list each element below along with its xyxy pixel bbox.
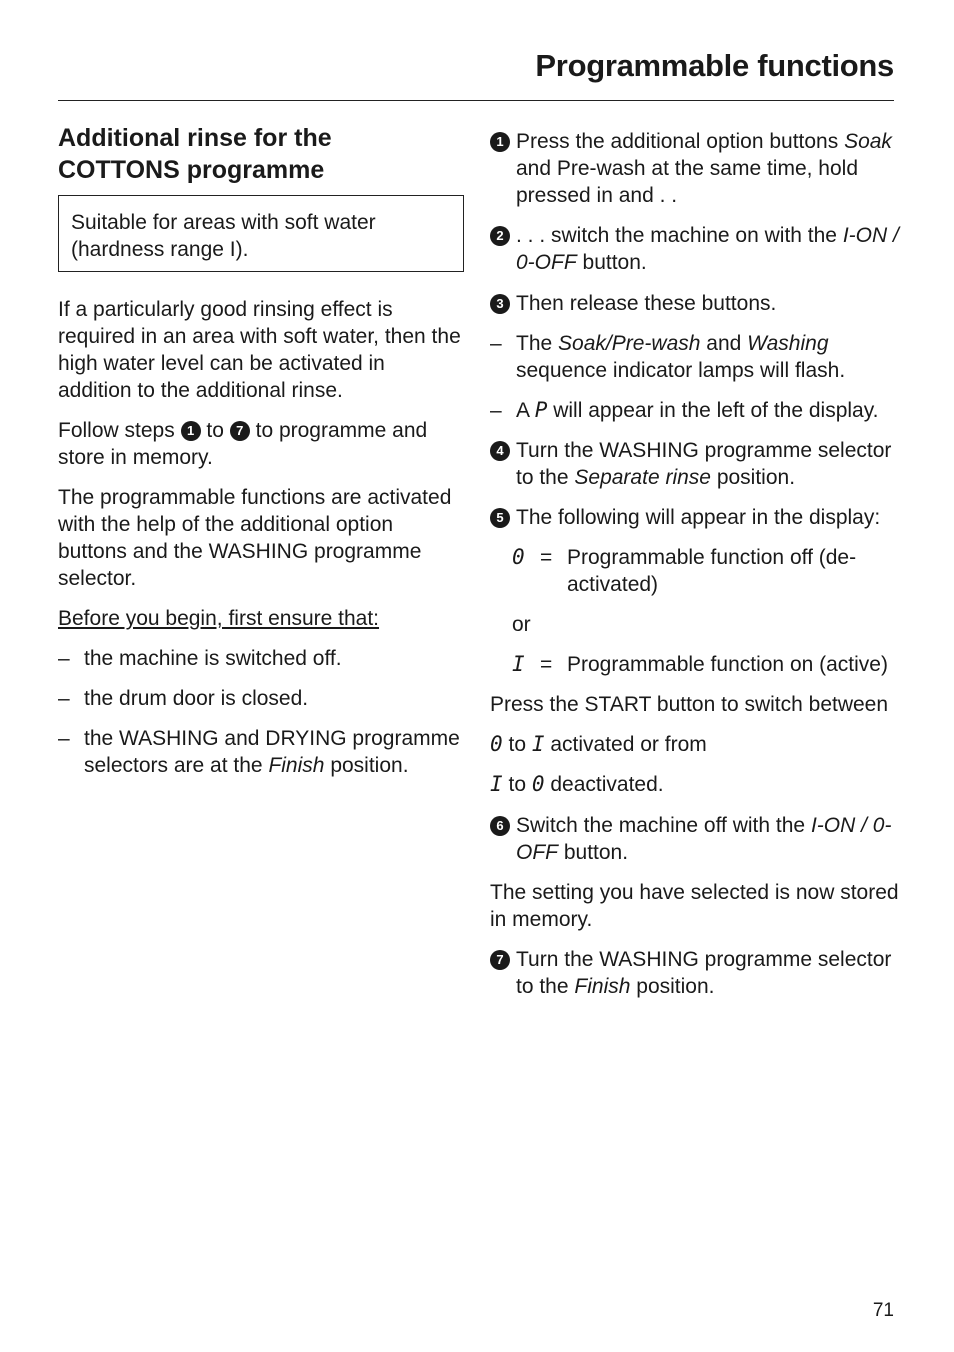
step-text: The following will appear in the display: [516, 506, 881, 529]
step-text: Then release these buttons. [516, 292, 777, 315]
step-7 [490, 946, 900, 1000]
note-italic: Washing [747, 332, 829, 355]
display-symbol: 0 [531, 772, 545, 796]
step-6 [490, 812, 900, 866]
step-number-icon: 1 [181, 421, 201, 441]
step-number-icon: 7 [230, 421, 250, 441]
definition-text: Programmable function on (active) [567, 653, 888, 676]
check-text: the WASHING and DRYING programme selectors are at the [84, 727, 460, 777]
step-1 [490, 128, 900, 209]
heading-line-1: Additional rinse for the [58, 124, 332, 152]
check-item [58, 725, 464, 779]
step-text: Turn the WASHING programme selector to the [516, 439, 892, 489]
step-italic: I-ON / 0-OFF [516, 224, 899, 274]
step-3 [490, 290, 900, 317]
check-item [58, 645, 464, 672]
step-number-icon: 7 [490, 950, 510, 970]
check-tail: position. [330, 754, 409, 777]
step-text: Turn the WASHING programme selector to the [516, 948, 892, 998]
soft-water-note: Suitable for areas with soft water (hardness range I). [58, 195, 464, 272]
follow-text-mid: to [206, 419, 224, 442]
right-column [490, 128, 900, 1000]
step-number-icon: 6 [490, 816, 510, 836]
note-text: sequence indicator lamps will flash. [516, 359, 846, 382]
or-text: or [512, 613, 531, 636]
page-number: 71 [872, 1300, 894, 1321]
check-item [58, 685, 464, 712]
definition-on [490, 651, 900, 678]
display-symbol: I [512, 652, 525, 676]
dash-bullet: – [490, 332, 502, 355]
step-italic: Separate rinse [574, 466, 711, 489]
display-symbol: P [534, 398, 548, 422]
toggle-text: to [508, 773, 527, 796]
dash-bullet: – [490, 399, 502, 422]
definition-text: Programmable function off (de-activated) [567, 546, 857, 596]
display-symbol: 0 [490, 732, 503, 756]
check-text: the drum door is closed. [84, 687, 309, 710]
step-text: Switch the machine off with the [516, 814, 806, 837]
note-text: and [706, 332, 742, 355]
toggle-text: deactivated. [550, 773, 664, 796]
step-number-icon: 2 [490, 226, 510, 246]
step-tail: and Pre-wash at the same time, hold pressed in and . . [516, 157, 859, 207]
left-column [58, 122, 464, 779]
header-rule [58, 100, 894, 101]
dash-bullet: – [58, 647, 70, 670]
toggle-text: to [508, 733, 527, 756]
step-tail: button. [563, 841, 629, 864]
step-number-icon: 5 [490, 508, 510, 528]
step-tail: position. [716, 466, 796, 489]
press-start-paragraph: Press the START button to switch between [490, 693, 889, 716]
heading-line-2: COTTONS programme [58, 156, 325, 184]
display-symbol: I [531, 732, 545, 756]
dash-bullet: – [58, 727, 70, 750]
follow-text-before: Follow steps [58, 419, 175, 442]
step-4 [490, 437, 900, 491]
check-text: the machine is switched off. [84, 647, 342, 670]
note-text: will appear in the left of the display. [553, 399, 879, 422]
equals-sign: = [540, 653, 553, 676]
note-text: The [516, 332, 553, 355]
follow-text-after: to programme and store in memory. [58, 419, 428, 469]
check-italic: Finish [268, 754, 325, 777]
step-italic: I-ON / 0-OFF [516, 814, 892, 864]
equals-sign: = [540, 546, 553, 569]
display-symbol: I [490, 772, 503, 796]
step-2 [490, 222, 900, 276]
step-text: Press the additional option buttons [516, 130, 839, 153]
note-text: A [516, 399, 529, 422]
follow-steps-paragraph [58, 417, 464, 471]
lamps-note [490, 330, 900, 384]
step-number-icon: 4 [490, 441, 510, 461]
step-5 [490, 504, 900, 531]
step-italic: Soak [844, 130, 892, 153]
note-italic: Soak/Pre-wash [558, 332, 701, 355]
step-number-icon: 3 [490, 294, 510, 314]
intro-paragraph: If a particularly good rinsing effect is required in an area with soft water, then the high water level can be activated in addition to the additional rinse. [58, 298, 461, 402]
definition-off [490, 544, 900, 598]
step-tail: button. [582, 251, 647, 274]
step-text: . . . switch the machine on with the [516, 224, 837, 247]
step-tail: position. [636, 975, 715, 998]
activation-paragraph: The programmable functions are activated with the help of the additional option buttons and the WASHING programme selector. [58, 486, 452, 590]
page-title: Programmable functions [535, 48, 894, 83]
step-number-icon: 1 [490, 132, 510, 152]
display-symbol: 0 [512, 545, 525, 569]
stored-paragraph: The setting you have selected is now stored in memory. [490, 881, 899, 931]
toggle-text: activated or from [550, 733, 707, 756]
step-italic: Finish [574, 975, 631, 998]
dash-bullet: – [58, 687, 70, 710]
before-you-begin: Before you begin, first ensure that: [58, 607, 380, 630]
toggle-on-line [490, 731, 900, 758]
toggle-off-line [490, 771, 900, 798]
section-heading [58, 122, 464, 186]
display-p-note [490, 397, 900, 424]
